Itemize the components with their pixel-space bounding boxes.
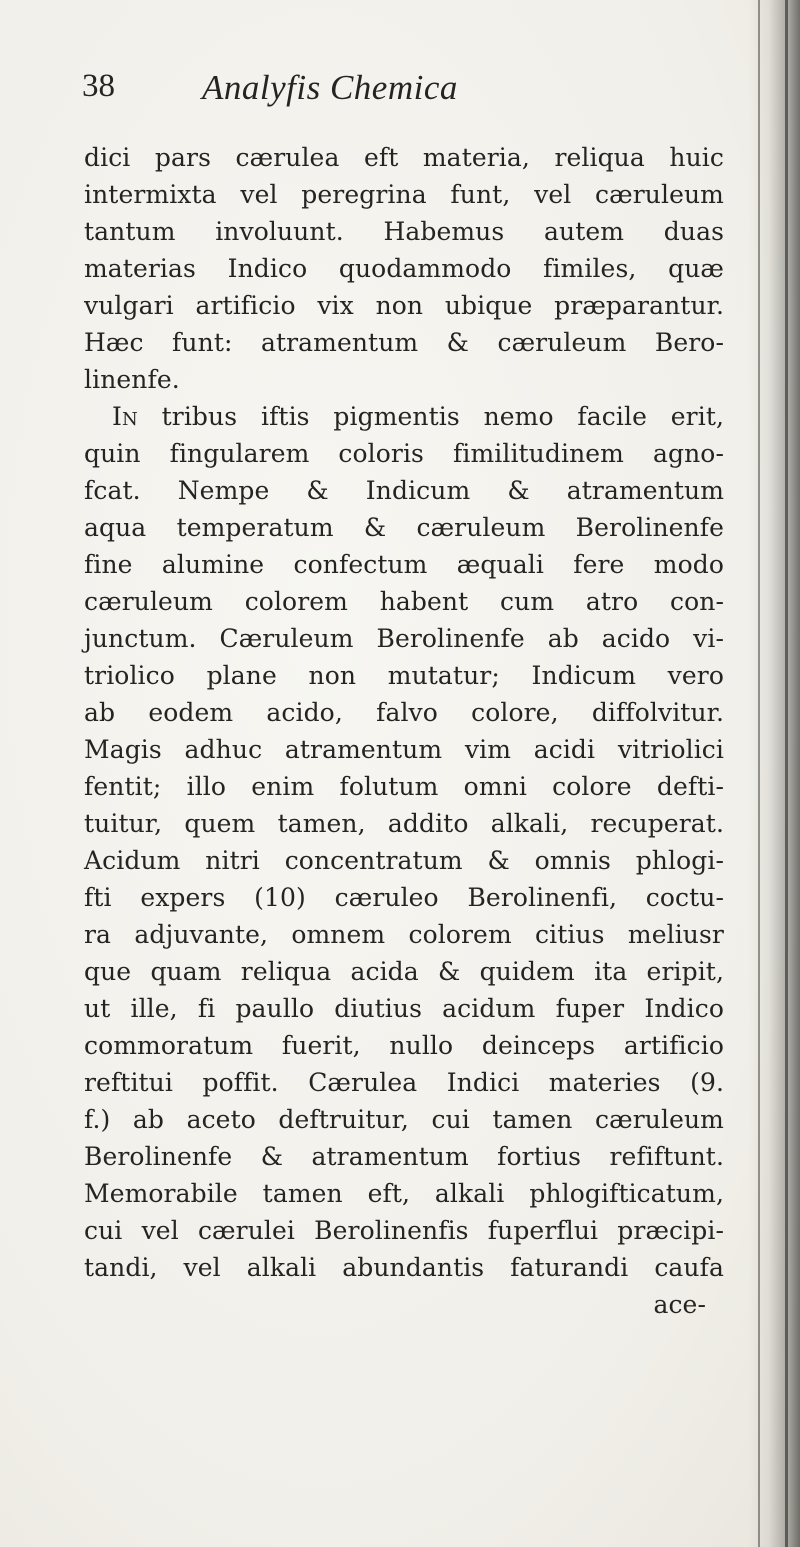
gutter-edge-line (758, 0, 760, 1547)
text-line: materias Indico quodammodo fimiles, quæ (84, 254, 724, 283)
body-text (84, 139, 724, 1323)
page-gutter-shadow (748, 0, 800, 1547)
text-line: Berolinenfe & atramentum fortius refiftunt. (84, 1142, 724, 1171)
text-line: tuitur, quem tamen, addito alkali, recuperat. (84, 809, 724, 838)
text-line: ut ille, fi paullo diutius acidum fuper Indico (84, 994, 724, 1023)
text-line: fcat. Nempe & Indicum & atramentum (84, 476, 724, 505)
text-line: cæruleum colorem habent cum atro con- (84, 587, 724, 616)
paragraph-first-line (84, 398, 724, 435)
text-line: dici pars cærulea eft materia, reliqua huic (84, 143, 724, 172)
text-line: Acidum nitri concentratum & omnis phlogi- (84, 846, 724, 875)
text-line: intermixta vel peregrina funt, vel cæruleum (84, 180, 724, 209)
text-line: quin fingularem coloris fimilitudinem agno- (84, 439, 724, 468)
text-line: Memorabile tamen eft, alkali phlogifticatum, (84, 1179, 724, 1208)
text-line: linenfe. (84, 365, 180, 394)
text-line: f.) ab aceto deftruitur, cui tamen cæruleum (84, 1105, 724, 1134)
text-line: fine alumine confectum æquali fere modo (84, 550, 724, 579)
paragraph-lead: In (112, 402, 138, 431)
catchword: ace- (653, 1290, 706, 1319)
text-line-rest: tribus iftis pigmentis nemo facile erit, (161, 402, 725, 431)
text-line: que quam reliqua acida & quidem ita eripit, (84, 957, 724, 986)
text-line: ab eodem acido, falvo colore, diffolvitur. (84, 698, 724, 727)
text-line: fti expers (10) cæruleo Berolinenfi, coctu- (84, 883, 724, 912)
text-line: fentit; illo enim folutum omni colore defti- (84, 772, 724, 801)
gutter-edge-line (785, 0, 788, 1547)
text-line: triolico plane non mutatur; Indicum vero (84, 661, 724, 690)
text-line: tandi, vel alkali abundantis faturandi caufa (84, 1253, 724, 1282)
page-header (82, 68, 702, 118)
text-line: tantum involuunt. Habemus autem duas (84, 217, 724, 246)
running-title: Analyfis Chemica (202, 68, 458, 107)
text-line: ra adjuvante, omnem colorem citius meliusr (84, 920, 724, 949)
page-number: 38 (82, 68, 115, 104)
text-line: cui vel cærulei Berolinenfis fuperflui præcipi- (84, 1216, 724, 1245)
text-line: junctum. Cæruleum Berolinenfe ab acido vi- (84, 624, 724, 653)
text-line: vulgari artificio vix non ubique præparantur. (84, 291, 724, 320)
text-line: Hæc funt: atramentum & cæruleum Bero- (84, 328, 724, 357)
text-line: reftitui poffit. Cærulea Indici materies (9. (84, 1068, 724, 1097)
text-line: Magis adhuc atramentum vim acidi vitriolici (84, 735, 724, 764)
text-line: commoratum fuerit, nullo deinceps artificio (84, 1031, 724, 1060)
text-line: aqua temperatum & cæruleum Berolinenfe (84, 513, 724, 542)
